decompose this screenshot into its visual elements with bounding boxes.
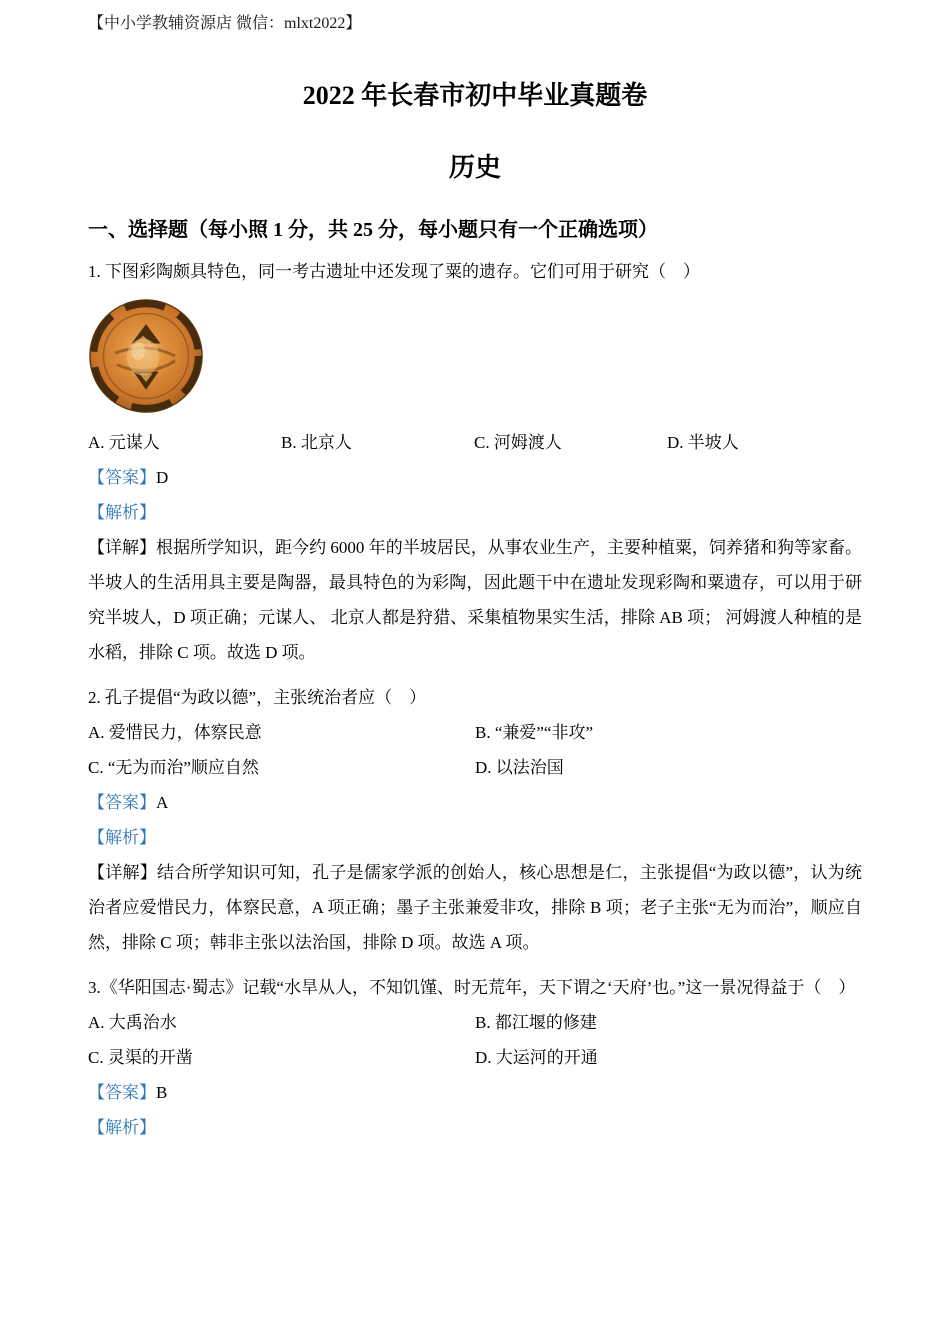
option-c: C. “无为而治”顺应自然 (88, 758, 259, 777)
option-b: B. 北京人 (281, 433, 352, 452)
analysis-line (88, 820, 862, 855)
analysis-label: 【解析】 (88, 828, 156, 847)
answer-label: 【答案】 (88, 1083, 156, 1102)
detail-paragraph (88, 530, 862, 670)
options-grid (88, 715, 862, 785)
answer-line (88, 785, 862, 820)
question-2 (88, 680, 862, 960)
answer-label: 【答案】 (88, 468, 156, 487)
option-c: C. 河姆渡人 (474, 433, 562, 452)
detail-label: 【详解】 (88, 538, 157, 557)
options-grid (88, 1005, 862, 1075)
detail-label: 【详解】 (88, 863, 157, 882)
option-a: A. 元谋人 (88, 433, 160, 452)
detail-text: 结合所学知识可知，孔子是儒家学派的创始人，核心思想是仁，主张提倡“为政以德”，认为统治者应爱惜民力，体察民意，A 项正确；墨子主张兼爱非攻，排除 B 项；老子主张“无为而治”，顺应自然，排除 C 项；韩非主张以法治国，排除 D 项。故选 A 项。 (88, 863, 863, 952)
answer-value: D (156, 468, 169, 487)
option-a: A. 大禹治水 (88, 1013, 177, 1032)
section-heading: 一、选择题（每小照 1 分，共 25 分，每小题只有一个正确选项） (88, 219, 658, 241)
watermark-text: 【中小学教辅资源店 微信：mlxt2022】 (88, 15, 362, 32)
analysis-label: 【解析】 (88, 1118, 156, 1137)
question-3 (88, 970, 862, 1145)
option-c: C. 灵渠的开凿 (88, 1048, 193, 1067)
answer-line (88, 460, 862, 495)
question-stem: 1. 下图彩陶颇具特色，同一考古遗址中还发现了粟的遗存。它们可用于研究（ ） (88, 262, 700, 281)
detail-text: 根据所学知识，距今约 6000 年的半坡居民，从事农业生产，主要种植粟，饲养猪和狗等家畜。半坡人的生活用具主要是陶器，最具特色的为彩陶，因此题干中在遗址发现彩陶和粟遗存，可以用于研究半坡人，D 项正确；元谋人、 北京人都是狩猎、采集植物果实生活，排除 AB 项； 河姆渡人种植的是水稻，排除 C 项。故选 D 项。 (88, 538, 863, 662)
options-row (88, 425, 862, 460)
question-1 (88, 254, 862, 670)
option-d: D. 半坡人 (667, 433, 739, 452)
option-b: B. “兼爱”“非攻” (475, 723, 594, 742)
answer-line (88, 1075, 862, 1110)
answer-value: A (156, 793, 169, 812)
analysis-label: 【解析】 (88, 503, 156, 522)
subject-title: 历史 (448, 153, 501, 182)
question-stem: 2. 孔子提倡“为政以德”，主张统治者应（ ） (88, 688, 427, 707)
detail-paragraph (88, 855, 862, 960)
pottery-figure (88, 295, 862, 419)
question-stem: 3.《华阳国志·蜀志》记载“水旱从人，不知饥馑、时无荒年，天下谓之‘天府’也。”这一景况得益于（ ） (88, 978, 856, 997)
analysis-line (88, 495, 862, 530)
painted-pottery-image (88, 295, 204, 418)
option-b: B. 都江堰的修建 (475, 1013, 597, 1032)
answer-value: B (156, 1083, 168, 1102)
answer-label: 【答案】 (88, 793, 156, 812)
page-title: 2022 年长春市初中毕业真题卷 (302, 81, 648, 110)
option-a: A. 爱惜民力，体察民意 (88, 723, 262, 742)
analysis-line (88, 1110, 862, 1145)
option-d: D. 以法治国 (475, 758, 564, 777)
option-d: D. 大运河的开通 (475, 1048, 598, 1067)
